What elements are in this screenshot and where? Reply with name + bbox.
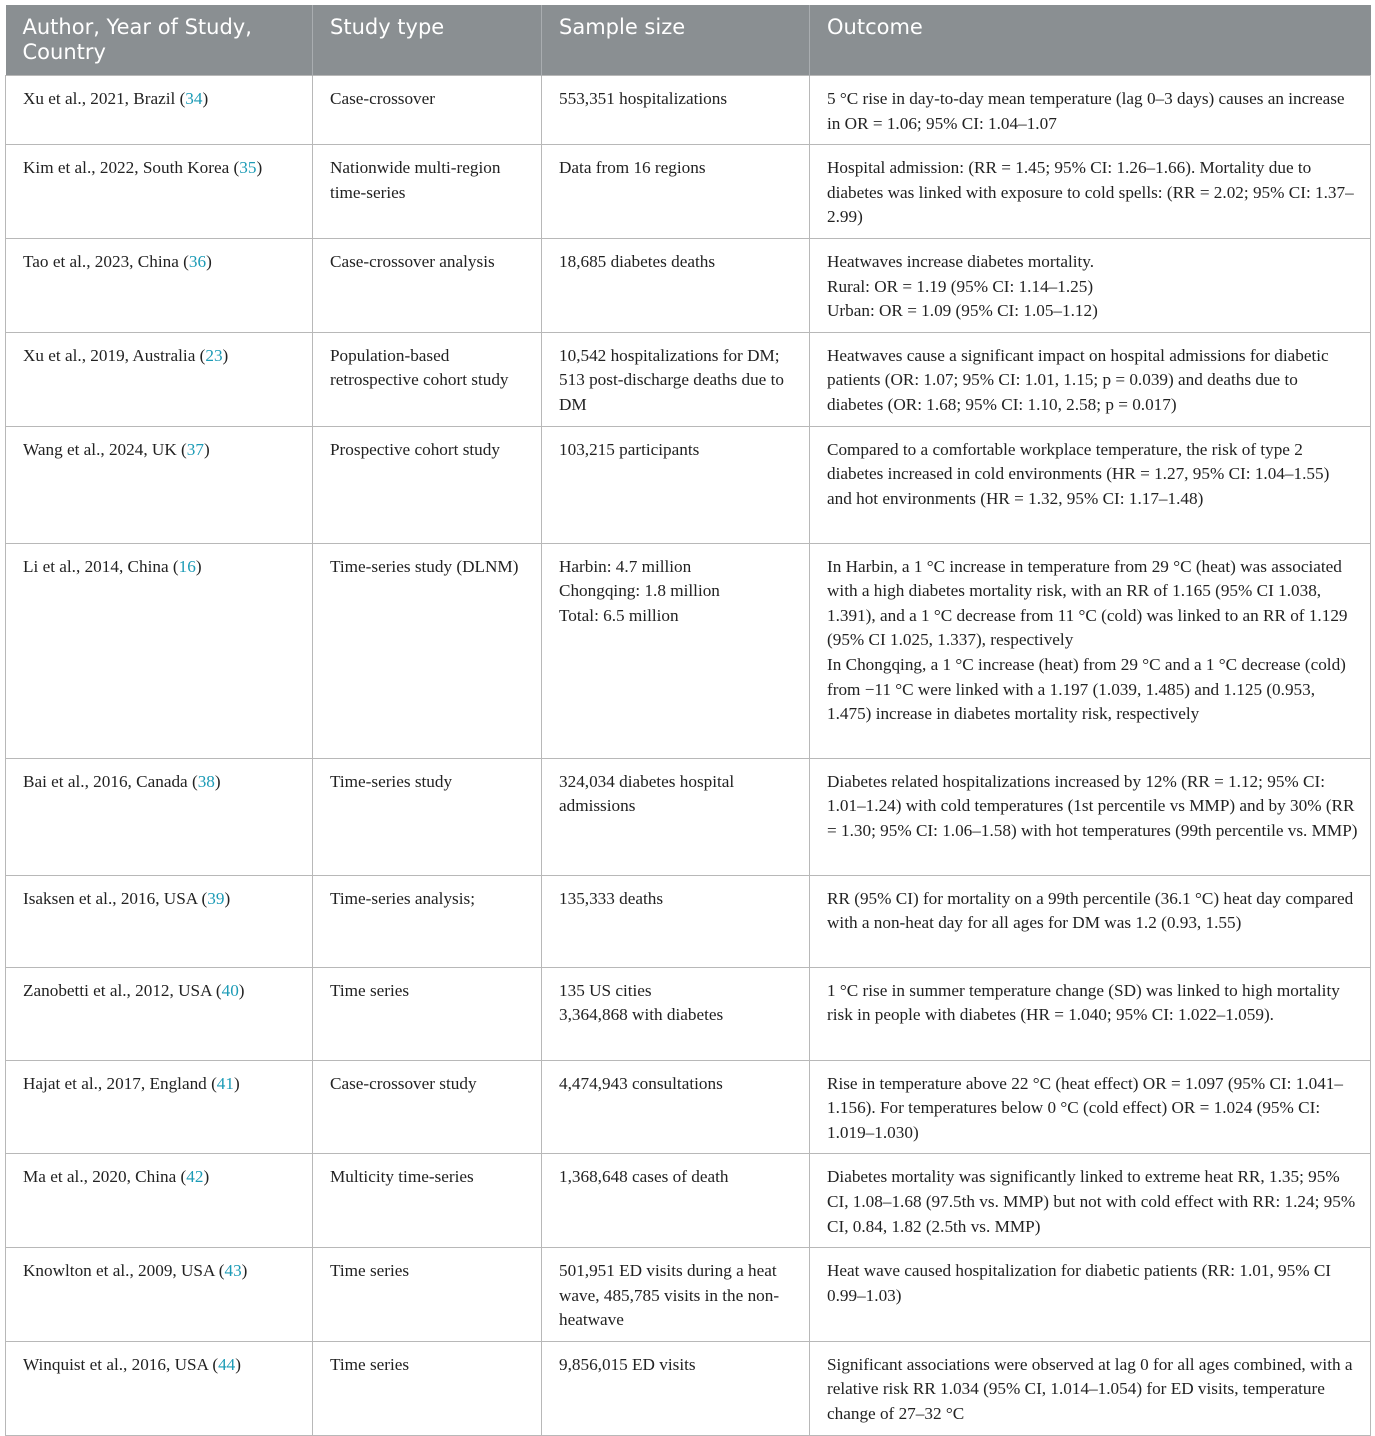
sample-size-cell: 135 US cities 3,364,868 with diabetes: [542, 967, 810, 1060]
outcome-cell: RR (95% CI) for mortality on a 99th percentile (36.1 °C) heat day compared with a non-heat day for all ages for DM was 1.2 (0.93, 1.55): [810, 875, 1371, 967]
author-cell: Zanobetti et al., 2012, USA (40): [6, 967, 313, 1060]
author-text: Wang et al., 2024, UK: [23, 439, 177, 459]
outcome-cell: 5 °C rise in day-to-day mean temperature (lag 0–3 days) causes an increase in OR = 1.06; 95% CI: 1.04–1.07: [810, 76, 1371, 145]
author-cell: Ma et al., 2020, China (42): [6, 1154, 313, 1248]
reference-link[interactable]: 16: [178, 556, 196, 576]
outcome-cell: Significant associations were observed at lag 0 for all ages combined, with a relative risk RR 1.034 (95% CI, 1.014–1.054) for ED visits, temperature change of 27–32 °C: [810, 1341, 1371, 1435]
author-text: Xu et al., 2021, Brazil: [23, 89, 176, 108]
study-type-cell: Time-series study: [313, 758, 542, 875]
outcome-cell: 1 °C rise in summer temperature change (SD) was linked to high mortality risk in people with diabetes (HR = 1.040; 95% CI: 1.022–1.059).: [810, 967, 1371, 1060]
author-text: Isaksen et al., 2016, USA: [23, 888, 198, 908]
author-cell: Xu et al., 2019, Australia (23): [6, 332, 313, 426]
sample-size-cell: 135,333 deaths: [542, 875, 810, 967]
reference-link[interactable]: 35: [239, 158, 257, 178]
author-text: Xu et al., 2019, Australia: [23, 345, 196, 365]
author-text: Knowlton et al., 2009, USA: [23, 1261, 215, 1281]
study-type-cell: Time series: [313, 1248, 542, 1342]
study-type-cell: Prospective cohort study: [313, 426, 542, 543]
reference-link[interactable]: 36: [188, 251, 207, 271]
reference-link[interactable]: 44: [218, 1354, 236, 1374]
sample-size-cell: 4,474,943 consultations: [542, 1060, 810, 1154]
outcome-cell: In Harbin, a 1 °C increase in temperature from 29 °C (heat) was associated with a high diabetes mortality risk, with an RR of 1.165 (95% CI 1.038, 1.391), and a 1 °C decrease from 11 °C (cold) was linked to an RR of 1.129 (95% CI 1.025, 1.337), respectively In Chongqing, a 1 °C increase (heat) from 29 °C and a 1 °C decrease (cold) from −11 °C were linked with a 1.197 (1.039, 1.485) and 1.125 (0.953, 1.475) increase in diabetes mortality risk, respectively: [810, 543, 1371, 758]
table-row: [6, 1248, 1371, 1342]
table-row: [6, 1341, 1371, 1435]
table-row: [6, 238, 1371, 332]
reference-link[interactable]: 23: [205, 345, 223, 365]
sample-size-cell: Data from 16 regions: [542, 145, 810, 239]
author-cell: Bai et al., 2016, Canada (38): [6, 758, 313, 875]
outcome-cell: Diabetes mortality was significantly linked to extreme heat RR, 1.35; 95% CI, 1.08–1.68 (97.5th vs. MMP) but not with cold effect with RR: 1.24; 95% CI, 0.84, 1.82 (2.5th vs. MMP): [810, 1154, 1371, 1248]
sample-size-cell: 18,685 diabetes deaths: [542, 238, 810, 332]
study-type-cell: Time series: [313, 1341, 542, 1435]
outcome-cell: Rise in temperature above 22 °C (heat effect) OR = 1.097 (95% CI: 1.041–1.156). For temperatures below 0 °C (cold effect) OR = 1.024 (95% CI: 1.019–1.030): [810, 1060, 1371, 1154]
author-cell: Kim et al., 2022, South Korea (35): [6, 145, 313, 239]
reference-link[interactable]: 40: [221, 980, 239, 1000]
sample-size-cell: 324,034 diabetes hospital admissions: [542, 758, 810, 875]
author-cell: Knowlton et al., 2009, USA (43): [6, 1248, 313, 1342]
sample-size-cell: 553,351 hospitalizations: [542, 76, 810, 145]
study-type-cell: Nationwide multi-region time-series: [313, 145, 542, 239]
outcome-cell: Compared to a comfortable workplace temperature, the risk of type 2 diabetes increased in cold environments (HR = 1.27, 95% CI: 1.04–1.55) and hot environments (HR = 1.32, 95% CI: 1.17–1.48): [810, 426, 1371, 543]
outcome-cell: Heatwaves increase diabetes mortality. Rural: OR = 1.19 (95% CI: 1.14–1.25) Urban: OR = 1.09 (95% CI: 1.05–1.12): [810, 238, 1371, 332]
table-row: [6, 1154, 1371, 1248]
study-type-cell: Case-crossover analysis: [313, 238, 542, 332]
table-row: [6, 145, 1371, 239]
sample-size-cell: 9,856,015 ED visits: [542, 1341, 810, 1435]
author-cell: Winquist et al., 2016, USA (44): [6, 1341, 313, 1435]
study-type-cell: Time series: [313, 967, 542, 1060]
table-row: [6, 875, 1371, 967]
author-cell: Hajat et al., 2017, England (41): [6, 1060, 313, 1154]
header-sample-size: Sample size: [542, 5, 810, 76]
author-cell: Xu et al., 2021, Brazil (34): [6, 76, 313, 145]
sample-size-cell: Harbin: 4.7 million Chongqing: 1.8 million Total: 6.5 million: [542, 543, 810, 758]
header-author: Author, Year of Study, Country: [6, 5, 313, 76]
author-text: Li et al., 2014, China: [23, 556, 169, 576]
table-row: [6, 426, 1371, 543]
outcome-cell: Heat wave caused hospitalization for diabetic patients (RR: 1.01, 95% CI 0.99–1.03): [810, 1248, 1371, 1342]
reference-link[interactable]: 39: [207, 888, 225, 908]
table-row: [6, 1060, 1371, 1154]
studies-table: [5, 5, 1371, 1436]
sample-size-cell: 103,215 participants: [542, 426, 810, 543]
reference-link[interactable]: 41: [216, 1073, 234, 1093]
study-type-cell: Case-crossover study: [313, 1060, 542, 1154]
study-type-cell: Case-crossover: [313, 76, 542, 145]
header-outcome: Outcome: [810, 5, 1371, 76]
study-type-cell: Time-series study (DLNM): [313, 543, 542, 758]
study-type-cell: Population-based retrospective cohort study: [313, 332, 542, 426]
author-text: Zanobetti et al., 2012, USA: [23, 980, 212, 1000]
study-type-cell: Multicity time-series: [313, 1154, 542, 1248]
outcome-cell: Diabetes related hospitalizations increased by 12% (RR = 1.12; 95% CI: 1.01–1.24) with cold temperatures (1st percentile vs MMP) and by 30% (RR = 1.30; 95% CI: 1.06–1.58) with hot temperatures (99th percentile vs. MMP): [810, 758, 1371, 875]
table-row: [6, 543, 1371, 758]
author-cell: Wang et al., 2024, UK (37): [6, 426, 313, 543]
author-text: Hajat et al., 2017, England: [23, 1073, 207, 1093]
table-row: [6, 967, 1371, 1060]
reference-link[interactable]: 43: [224, 1261, 242, 1281]
author-cell: Li et al., 2014, China (16): [6, 543, 313, 758]
header-study-type: Study type: [313, 5, 542, 76]
reference-link[interactable]: 37: [186, 439, 204, 459]
reference-link[interactable]: 38: [197, 771, 215, 791]
sample-size-cell: 501,951 ED visits during a heat wave, 485,785 visits in the non-heatwave: [542, 1248, 810, 1342]
author-text: Kim et al., 2022, South Korea: [23, 158, 230, 178]
author-cell: Isaksen et al., 2016, USA (39): [6, 875, 313, 967]
author-text: Tao et al., 2023, China: [23, 251, 179, 271]
sample-size-cell: 1,368,648 cases of death: [542, 1154, 810, 1248]
reference-link[interactable]: 34: [185, 89, 203, 108]
outcome-cell: Hospital admission: (RR = 1.45; 95% CI: 1.26–1.66). Mortality due to diabetes was linked with exposure to cold spells: (RR = 2.02; 95% CI: 1.37–2.99): [810, 145, 1371, 239]
study-type-cell: Time-series analysis;: [313, 875, 542, 967]
header-row: [6, 5, 1371, 76]
author-text: Winquist et al., 2016, USA: [23, 1354, 209, 1374]
table-row: [6, 758, 1371, 875]
outcome-cell: Heatwaves cause a significant impact on hospital admissions for diabetic patients (OR: 1.07; 95% CI: 1.01, 1.15; p = 0.039) and deaths due to diabetes (OR: 1.68; 95% CI: 1.10, 2.58; p = 0.017): [810, 332, 1371, 426]
reference-link[interactable]: 42: [186, 1167, 204, 1187]
author-text: Ma et al., 2020, China: [23, 1167, 177, 1187]
table-row: [6, 76, 1371, 145]
author-text: Bai et al., 2016, Canada: [23, 771, 188, 791]
author-cell: Tao et al., 2023, China (36): [6, 238, 313, 332]
sample-size-cell: 10,542 hospitalizations for DM; 513 post-discharge deaths due to DM: [542, 332, 810, 426]
table-row: [6, 332, 1371, 426]
